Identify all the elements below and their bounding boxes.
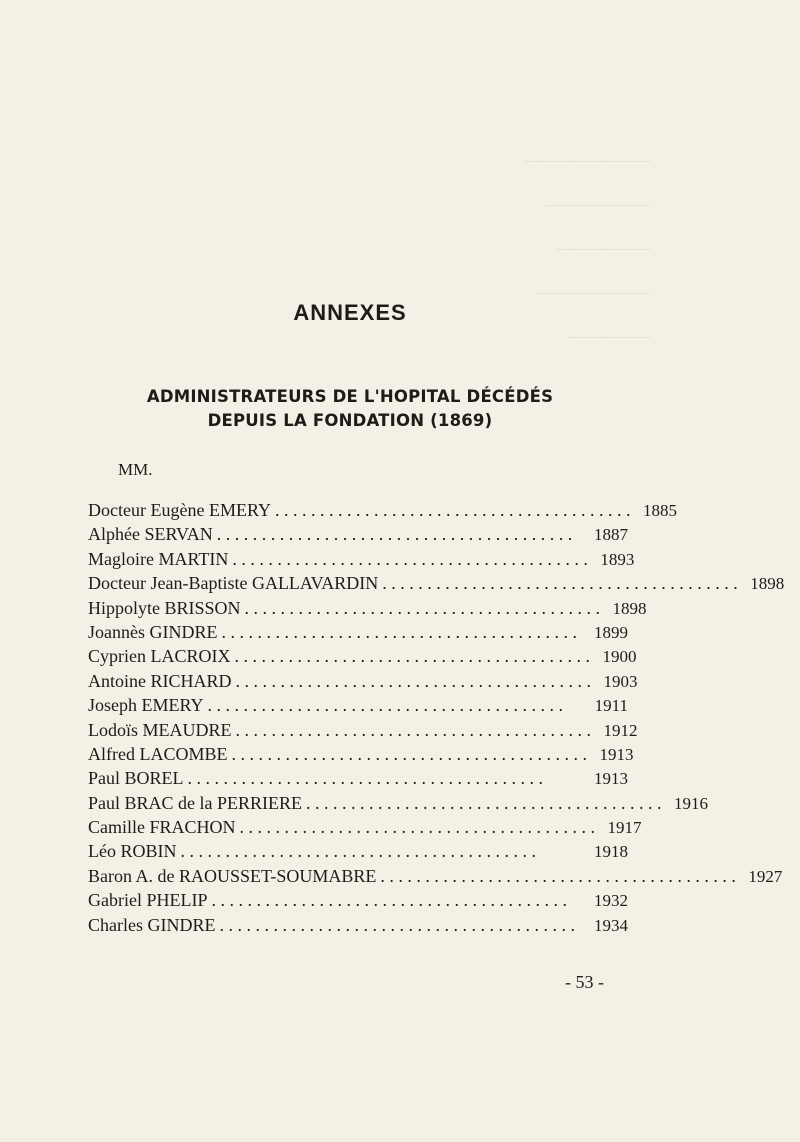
dot-leader: ........................................ bbox=[207, 695, 568, 716]
dot-leader: ........................................ bbox=[234, 646, 595, 667]
year-of-death: 1898 bbox=[750, 574, 785, 594]
dot-leader: ........................................ bbox=[211, 890, 572, 911]
dot-leader: ........................................ bbox=[180, 841, 541, 862]
list-item bbox=[88, 841, 628, 865]
year-of-death: 1916 bbox=[674, 793, 709, 813]
list-item bbox=[88, 670, 638, 695]
dot-leader: ........................................ bbox=[219, 914, 580, 935]
list-item bbox=[88, 890, 628, 914]
dot-leader: ........................................ bbox=[235, 719, 596, 740]
dot-leader: ........................................ bbox=[221, 621, 582, 642]
list-item bbox=[88, 548, 635, 573]
dot-leader: ........................................ bbox=[382, 573, 743, 594]
dot-leader: ........................................ bbox=[306, 792, 667, 813]
year-of-death: 1932 bbox=[594, 891, 628, 911]
year-of-death: 1885 bbox=[642, 501, 677, 520]
year-of-death: 1899 bbox=[594, 622, 628, 642]
salutation: MM. bbox=[118, 460, 153, 479]
administrator-name: Magloire MARTIN bbox=[88, 548, 229, 569]
year-of-death: 1927 bbox=[748, 866, 783, 886]
dot-leader: ........................................ bbox=[231, 743, 592, 764]
administrator-name: Gabriel PHELIP bbox=[88, 890, 208, 911]
administrator-name: Joannès GINDRE bbox=[88, 621, 218, 642]
dot-leader: ........................................ bbox=[235, 670, 596, 691]
list-item bbox=[88, 768, 628, 792]
dot-leader: ........................................ bbox=[274, 500, 635, 520]
year-of-death: 1893 bbox=[600, 549, 635, 569]
administrator-name: Hippolyte BRISSON bbox=[88, 597, 241, 618]
page-title: ANNEXES bbox=[293, 300, 407, 325]
administrator-name: Lodoïs MEAUDRE bbox=[88, 719, 232, 740]
page-number: - 53 - bbox=[565, 972, 604, 992]
dot-leader: ........................................ bbox=[232, 548, 593, 569]
list-item bbox=[88, 524, 628, 548]
administrators-list bbox=[88, 500, 785, 939]
year-of-death: 1911 bbox=[594, 696, 628, 716]
list-item bbox=[88, 500, 677, 524]
year-of-death: 1903 bbox=[603, 671, 638, 691]
year-of-death: 1913 bbox=[594, 769, 628, 789]
administrator-name: Alphée SERVAN bbox=[88, 524, 213, 545]
dot-leader: ........................................ bbox=[216, 524, 577, 545]
year-of-death: 1887 bbox=[594, 525, 628, 545]
show-through-texture: ⎯⎯⎯⎯⎯⎯⎯⎯⎯⎯⎯⎯ ⎯⎯⎯⎯⎯⎯⎯⎯⎯⎯ ⎯⎯⎯⎯⎯⎯⎯⎯⎯ ⎯⎯⎯⎯⎯⎯⎯⎯⎯⎯⎯ ⎯⎯⎯⎯⎯⎯⎯⎯ bbox=[523, 150, 650, 347]
administrator-name: Cyprien LACROIX bbox=[88, 646, 231, 667]
year-of-death: 1912 bbox=[603, 720, 638, 740]
dot-leader: ........................................ bbox=[239, 817, 600, 838]
administrator-name: Paul BOREL bbox=[88, 768, 184, 789]
list-item bbox=[88, 573, 785, 597]
year-of-death: 1918 bbox=[594, 842, 628, 862]
dot-leader: ........................................ bbox=[380, 865, 741, 886]
list-item bbox=[88, 597, 647, 622]
year-of-death: 1900 bbox=[602, 647, 637, 667]
list-item bbox=[88, 719, 638, 744]
list-item bbox=[88, 646, 637, 670]
list-item bbox=[88, 622, 628, 646]
list-item bbox=[88, 915, 628, 939]
administrator-name: Charles GINDRE bbox=[88, 914, 216, 935]
administrator-name: Baron A. de RAOUSSET-SOUMABRE bbox=[88, 865, 377, 886]
list-item bbox=[88, 792, 709, 817]
list-item bbox=[88, 817, 642, 841]
year-of-death: 1898 bbox=[612, 598, 647, 618]
dot-leader: ........................................ bbox=[187, 768, 548, 789]
year-of-death: 1934 bbox=[594, 915, 628, 935]
administrator-name: Docteur Jean-Baptiste GALLAVARDIN bbox=[88, 573, 379, 594]
list-item bbox=[88, 743, 634, 768]
year-of-death: 1913 bbox=[599, 744, 634, 764]
administrator-name: Docteur Eugène EMERY bbox=[88, 500, 271, 520]
administrator-name: Léo ROBIN bbox=[88, 841, 177, 862]
dot-leader: ........................................ bbox=[244, 597, 605, 618]
section-heading-line-1: ADMINISTRATEURS DE L'HOPITAL DÉCÉDÉS bbox=[146, 387, 554, 406]
administrator-name: Alfred LACOMBE bbox=[88, 743, 228, 764]
section-heading-line-2: DEPUIS LA FONDATION (1869) bbox=[207, 411, 493, 430]
year-of-death: 1917 bbox=[607, 818, 642, 838]
list-item bbox=[88, 695, 628, 719]
administrator-name: Joseph EMERY bbox=[88, 695, 204, 716]
administrator-name: Camille FRACHON bbox=[88, 817, 236, 838]
list-item bbox=[88, 865, 783, 890]
administrator-name: Paul BRAC de la PERRIERE bbox=[88, 792, 303, 813]
administrator-name: Antoine RICHARD bbox=[88, 670, 232, 691]
